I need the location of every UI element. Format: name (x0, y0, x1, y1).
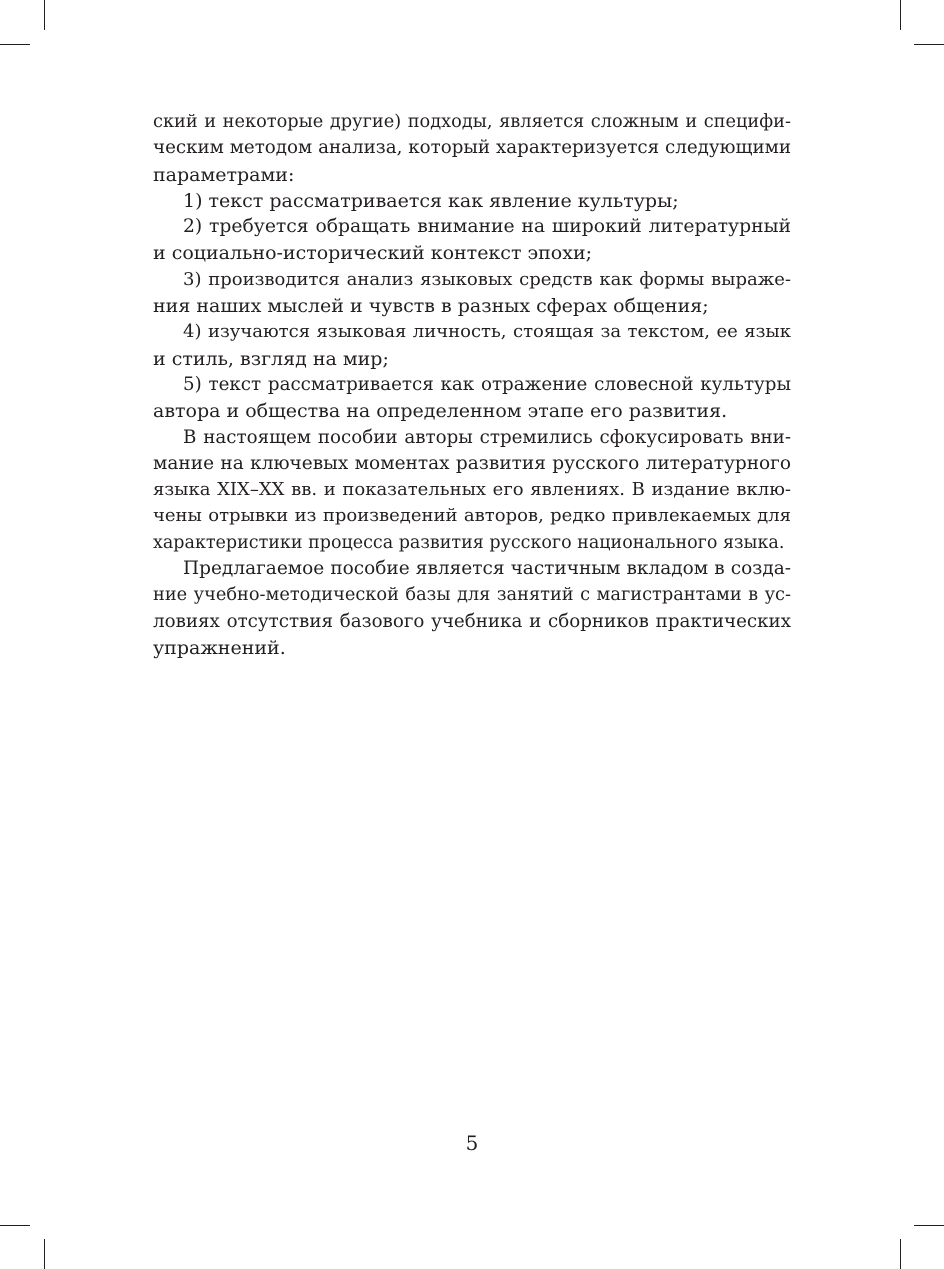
text-line: 4) изучаются языковая личность, стоящая за текстом, ее язык (183, 321, 791, 343)
crop-mark-top-right-horizontal (914, 44, 944, 45)
text-line: ние учебно-методической базы для занятий с магистрантами в ус- (153, 585, 791, 606)
crop-mark-bottom-right-vertical (900, 1239, 901, 1269)
crop-mark-bottom-left-horizontal (0, 1225, 30, 1226)
text-line: ловиях отсутствия базового учебника и сборников практических (153, 610, 791, 632)
text-line: и социально-исторический контекст эпохи; (153, 242, 593, 265)
text-line: автора и общества на определенном этапе его развития. (153, 400, 728, 423)
text-line: чены отрывки из произведений авторов, редко привлекаемых для (153, 505, 791, 527)
list-item (153, 267, 791, 320)
list-item (153, 372, 791, 425)
crop-mark-bottom-right-horizontal (914, 1225, 944, 1226)
text-line: 1) текст рассматривается как явление культуры; (183, 189, 679, 212)
text-line: характеристики процесса развития русского национального языка. (153, 532, 785, 553)
text-line: ческим методом анализа, который характеризуется следующими (153, 137, 791, 159)
text-line: и стиль, взгляд на мир; (153, 347, 389, 370)
paragraph (153, 556, 791, 661)
paragraph (153, 109, 791, 188)
list-item (153, 188, 791, 214)
text-line: ский и некоторые другие) подходы, является сложным и специфи- (153, 112, 791, 132)
crop-mark-bottom-left-vertical (44, 1239, 45, 1269)
list-item (153, 319, 791, 372)
list-item (153, 214, 791, 267)
crop-mark-top-left-horizontal (0, 44, 30, 45)
page-number: 5 (465, 1131, 479, 1155)
body-text (153, 109, 791, 661)
text-line: мание на ключевых моментах развития русского литературного (153, 452, 791, 474)
text-line: 5) текст рассматривается как отражение словесной культуры (183, 373, 791, 395)
crop-mark-top-left-vertical (44, 0, 45, 30)
text-line: упражнений. (153, 636, 286, 659)
text-line: 2) требуется обращать внимание на широкий литературный (183, 216, 791, 238)
text-line: 3) производится анализ языковых средств как формы выраже- (183, 268, 791, 290)
text-line: параметрами: (153, 163, 295, 186)
crop-mark-top-right-vertical (900, 0, 901, 30)
paragraph (153, 425, 791, 556)
text-line: ния наших мыслей и чувств в разных сферах общения; (153, 295, 709, 318)
text-line: Предлагаемое пособие является частичным вкладом в созда- (183, 558, 791, 580)
text-line: языка XIX–XX вв. и показательных его явлениях. В издание вклю- (153, 479, 791, 501)
text-line: В настоящем пособии авторы стремились сфокусировать вни- (183, 426, 791, 448)
